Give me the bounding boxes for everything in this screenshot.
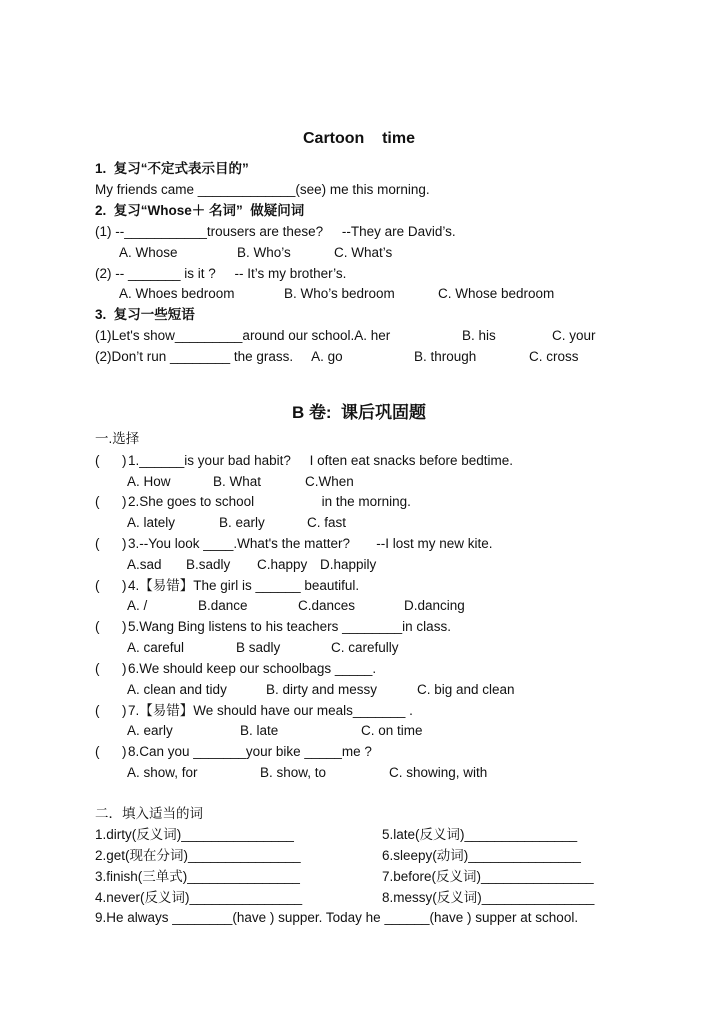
fill-heading: 二．填入适当的词 — [95, 806, 203, 821]
answer-paren-right: ) — [122, 536, 127, 551]
option: B.sadly — [186, 557, 231, 572]
section-3-question-1: (1)Let's show_________around our school.A. her — [95, 328, 391, 343]
option: B. Who’s bedroom — [284, 286, 395, 301]
answer-paren-left: ( — [95, 453, 100, 468]
section-2-heading: 2. 复习“Whose＋ 名词” 做疑问词 — [95, 203, 305, 218]
option: B.dance — [198, 598, 248, 613]
section-1-sentence: My friends came _____________(see) me this morning. — [95, 182, 430, 197]
fill-item: 7.before(反义词)_______________ — [382, 869, 594, 884]
question-text: 8.Can you _______your bike _____me ? — [128, 744, 372, 759]
option: C. What’s — [334, 245, 393, 260]
option: B. dirty and messy — [266, 682, 378, 697]
question-text: 7.【易错】We should have our meals_______ . — [128, 703, 413, 718]
answer-paren-left: ( — [95, 578, 100, 593]
answer-paren-right: ) — [122, 619, 127, 634]
answer-paren-right: ) — [122, 494, 127, 509]
answer-paren-right: ) — [122, 578, 127, 593]
option: A. Whoes bedroom — [119, 286, 235, 301]
fill-item: 8.messy(反义词)_______________ — [382, 890, 595, 905]
option: B. early — [219, 515, 265, 530]
option: A. lately — [127, 515, 176, 530]
question-text: 5.Wang Bing listens to his teachers ________in class. — [128, 619, 451, 634]
option: B. Who’s — [237, 245, 291, 260]
section-b-title: B 卷: 课后巩固题 — [291, 403, 427, 422]
answer-paren-right: ) — [122, 744, 127, 759]
option: C.dances — [298, 598, 356, 613]
answer-paren-left: ( — [95, 494, 100, 509]
option: C. big and clean — [417, 682, 515, 697]
option: B sadly — [236, 640, 281, 655]
question-text: 3.--You look ____.What's the matter? --I lost my new kite. — [128, 536, 493, 551]
answer-paren-right: ) — [122, 453, 127, 468]
option: C. carefully — [331, 640, 399, 655]
option: A. early — [127, 723, 173, 738]
answer-paren-right: ) — [122, 661, 127, 676]
option: A. clean and tidy — [127, 682, 227, 697]
option: B. show, to — [260, 765, 327, 780]
section-3-question-2: (2)Don’t run ________ the grass. A. go — [95, 349, 343, 364]
option: D.happily — [320, 557, 377, 572]
question-text: 6.We should keep our schoolbags _____. — [128, 661, 377, 676]
answer-paren-left: ( — [95, 661, 100, 676]
section-3-heading: 3. 复习一些短语 — [95, 307, 195, 322]
question-text: 2.She goes to school in the morning. — [128, 494, 411, 509]
answer-paren-left: ( — [95, 619, 100, 634]
option: B. through — [414, 349, 477, 364]
option: A. careful — [127, 640, 185, 655]
option: A. How — [127, 474, 171, 489]
section-2-question-1: (1) --___________trousers are these? --They are David’s. — [95, 224, 456, 239]
fill-item-last: 9.He always ________(have ) supper. Today he ______(have ) supper at school. — [95, 910, 579, 925]
option: A. Whose — [119, 245, 178, 260]
question-text: 4.【易错】The girl is ______ beautiful. — [128, 578, 360, 593]
answer-paren-left: ( — [95, 703, 100, 718]
option: C. on time — [361, 723, 423, 738]
answer-paren-left: ( — [95, 536, 100, 551]
answer-paren-right: ) — [122, 703, 127, 718]
page-title: Cartoon time — [302, 130, 415, 147]
option: C.When — [305, 474, 354, 489]
option: C.happy — [257, 557, 308, 572]
fill-item: 1.dirty(反义词)_______________ — [95, 827, 294, 842]
choice-heading: 一.选择 — [95, 431, 140, 446]
option: B. his — [462, 328, 496, 343]
option: A. / — [127, 598, 148, 613]
question-text: 1.______is your bad habit? I often eat snacks before bedtime. — [128, 453, 514, 468]
fill-item: 3.finish(三单式)_______________ — [95, 869, 300, 884]
option: C. showing, with — [389, 765, 488, 780]
fill-item: 5.late(反义词)_______________ — [382, 827, 578, 842]
fill-item: 4.never(反义词)_______________ — [95, 890, 303, 905]
option: D.dancing — [404, 598, 465, 613]
option: C. cross — [529, 349, 579, 364]
fill-item: 6.sleepy(动词)_______________ — [382, 848, 581, 863]
option: C. fast — [307, 515, 347, 530]
option: A. show, for — [127, 765, 198, 780]
option: B. late — [240, 723, 279, 738]
answer-paren-left: ( — [95, 744, 100, 759]
option: C. Whose bedroom — [438, 286, 555, 301]
option: A.sad — [127, 557, 162, 572]
fill-item: 2.get(现在分词)_______________ — [95, 848, 301, 863]
option: C. your — [552, 328, 596, 343]
section-2-question-2: (2) -- _______ is it ? -- It’s my brother’s. — [95, 266, 347, 281]
option: B. What — [213, 474, 262, 489]
section-1-heading: 1. 复习“不定式表示目的” — [95, 161, 249, 176]
